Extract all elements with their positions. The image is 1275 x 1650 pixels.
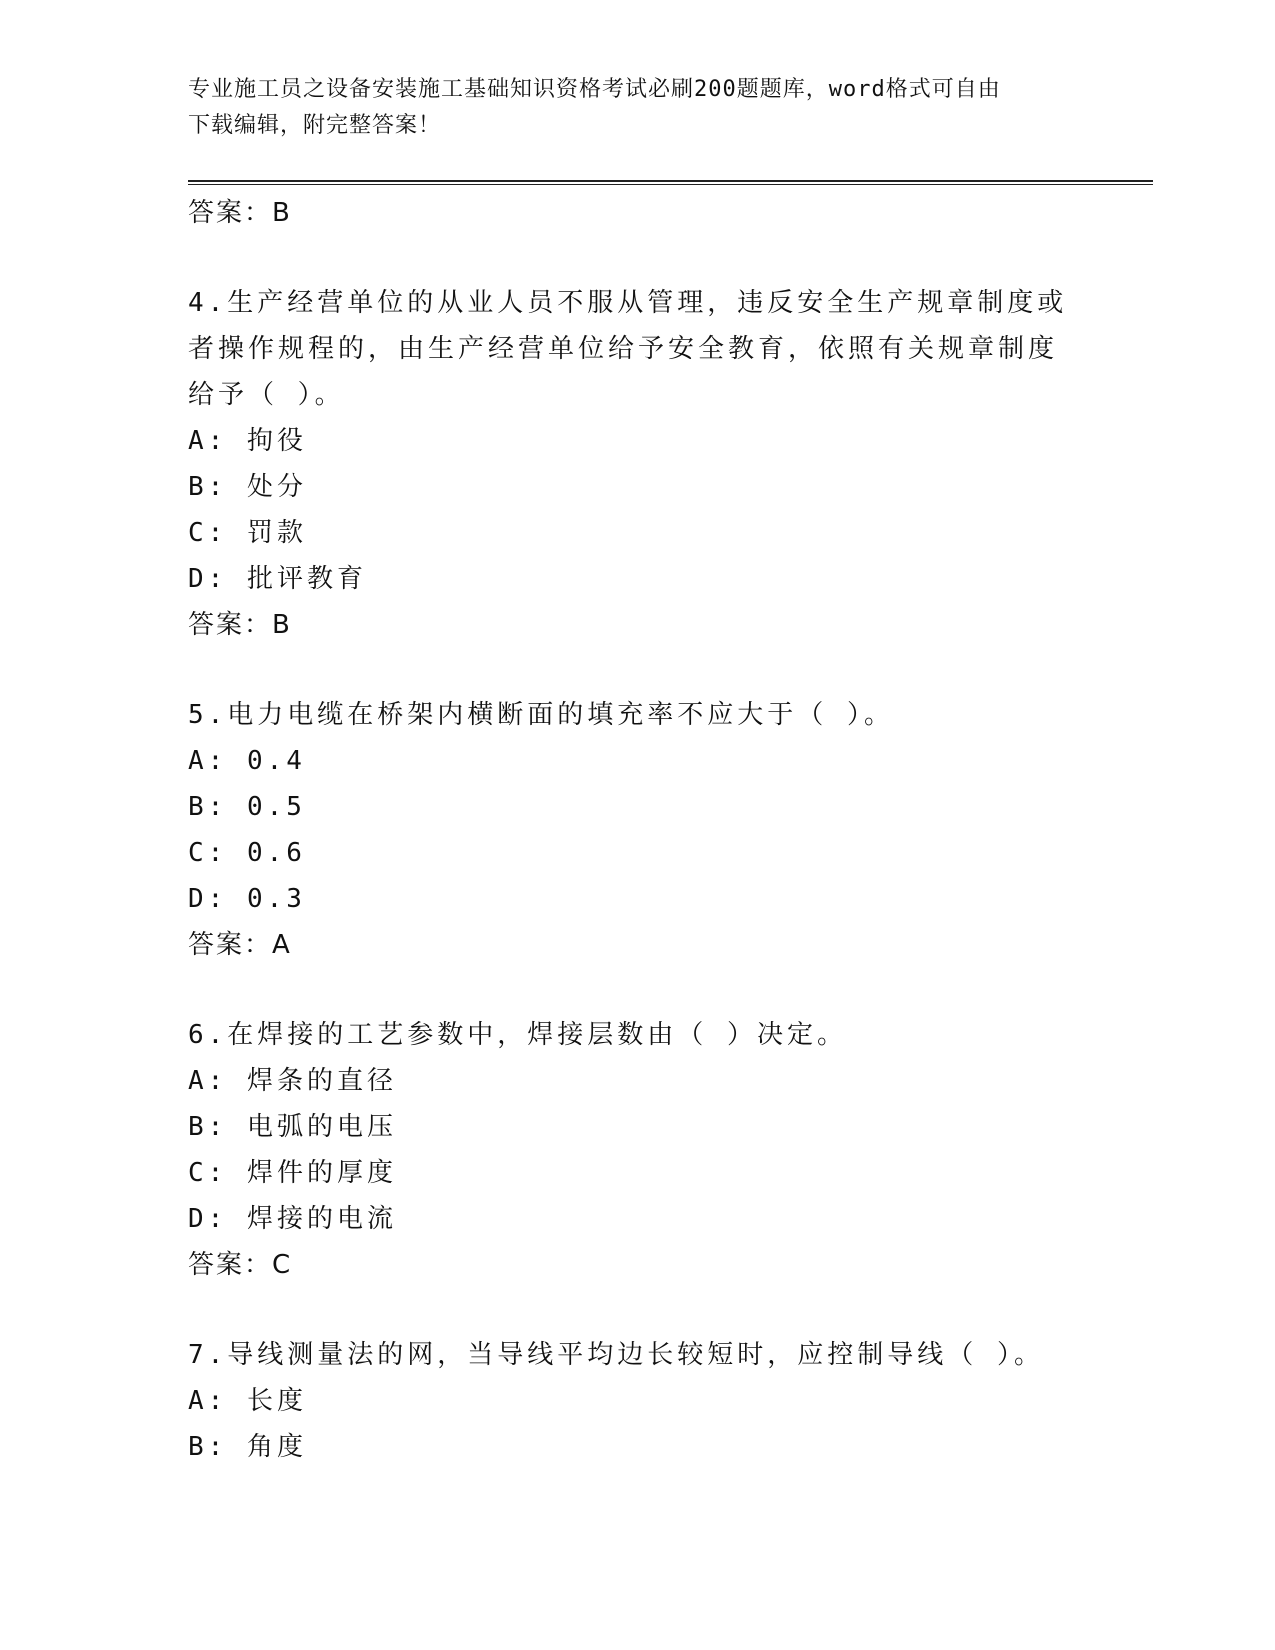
option-b — [188, 784, 1088, 830]
question-block — [188, 692, 1088, 968]
option-key: D: — [188, 1204, 228, 1234]
question-stem: 6.在焊接的工艺参数中，焊接层数由（ ）决定。 — [188, 1020, 847, 1050]
option-key: B: — [188, 472, 228, 502]
option-text: 角度 — [246, 1432, 307, 1462]
option-text: 罚款 — [246, 518, 307, 548]
header-divider — [188, 180, 1153, 185]
option-text: 0.5 — [246, 792, 306, 822]
option-b — [188, 464, 1088, 510]
option-b — [188, 1104, 1088, 1150]
question-stem: 7.导线测量法的网，当导线平均边长较短时，应控制导线（ ）。 — [188, 1340, 1044, 1370]
document-header — [188, 72, 1068, 144]
answer-prefix: 答案： — [188, 1250, 273, 1280]
option-text: 焊件的厚度 — [246, 1158, 397, 1188]
question-stem: 5.电力电缆在桥架内横断面的填充率不应大于（ ）。 — [188, 700, 894, 730]
answer-line — [188, 922, 1088, 968]
option-text: 电弧的电压 — [246, 1112, 397, 1142]
option-key: B: — [188, 792, 228, 822]
option-key: D: — [188, 884, 228, 914]
option-a — [188, 1058, 1088, 1104]
option-text: 拘役 — [246, 426, 307, 456]
question-block — [188, 1332, 1088, 1470]
option-text: 0.6 — [246, 838, 306, 868]
option-a — [188, 1378, 1088, 1424]
option-key: C: — [188, 518, 228, 548]
option-text: 处分 — [246, 472, 307, 502]
option-key: C: — [188, 838, 228, 868]
answer-value: B — [272, 198, 292, 228]
answer-prefix: 答案： — [188, 610, 273, 640]
option-text: 焊接的电流 — [246, 1204, 397, 1234]
answer-prefix: 答案： — [188, 930, 273, 960]
answer-value: A — [272, 930, 292, 960]
option-text: 0.4 — [246, 746, 306, 776]
option-key: B: — [188, 1432, 228, 1462]
option-d — [188, 556, 1088, 602]
option-text: 长度 — [246, 1386, 307, 1416]
answer-value: B — [272, 610, 292, 640]
option-d — [188, 1196, 1088, 1242]
option-c — [188, 510, 1088, 556]
option-c — [188, 830, 1088, 876]
option-key: A: — [188, 1386, 228, 1416]
option-text: 0.3 — [246, 884, 306, 914]
question-stem: 4.生产经营单位的从业人员不服从管理，违反安全生产规章制度或者操作规程的，由生产经营单位给予安全教育，依照有关规章制度给予（ ）。 — [188, 288, 1068, 410]
question-block — [188, 280, 1088, 648]
option-b — [188, 1424, 1088, 1470]
option-key: B: — [188, 1112, 228, 1142]
option-d — [188, 876, 1088, 922]
answer-value: C — [272, 1250, 293, 1280]
answer-line — [188, 602, 1088, 648]
document-body — [188, 190, 1088, 1470]
option-key: A: — [188, 1066, 228, 1096]
option-key: D: — [188, 564, 228, 594]
header-line-2: 下载编辑，附完整答案！ — [188, 113, 442, 138]
option-a — [188, 418, 1088, 464]
option-key: C: — [188, 1158, 228, 1188]
option-key: A: — [188, 426, 228, 456]
header-line-1: 专业施工员之设备安装施工基础知识资格考试必刷200题题库，word格式可自由 — [188, 77, 1001, 102]
option-text: 批评教育 — [246, 564, 367, 594]
option-a — [188, 738, 1088, 784]
option-key: A: — [188, 746, 228, 776]
answer-line — [188, 190, 1088, 236]
question-block — [188, 1012, 1088, 1288]
option-text: 焊条的直径 — [246, 1066, 397, 1096]
option-c — [188, 1150, 1088, 1196]
answer-prefix: 答案： — [188, 198, 273, 228]
answer-line — [188, 1242, 1088, 1288]
